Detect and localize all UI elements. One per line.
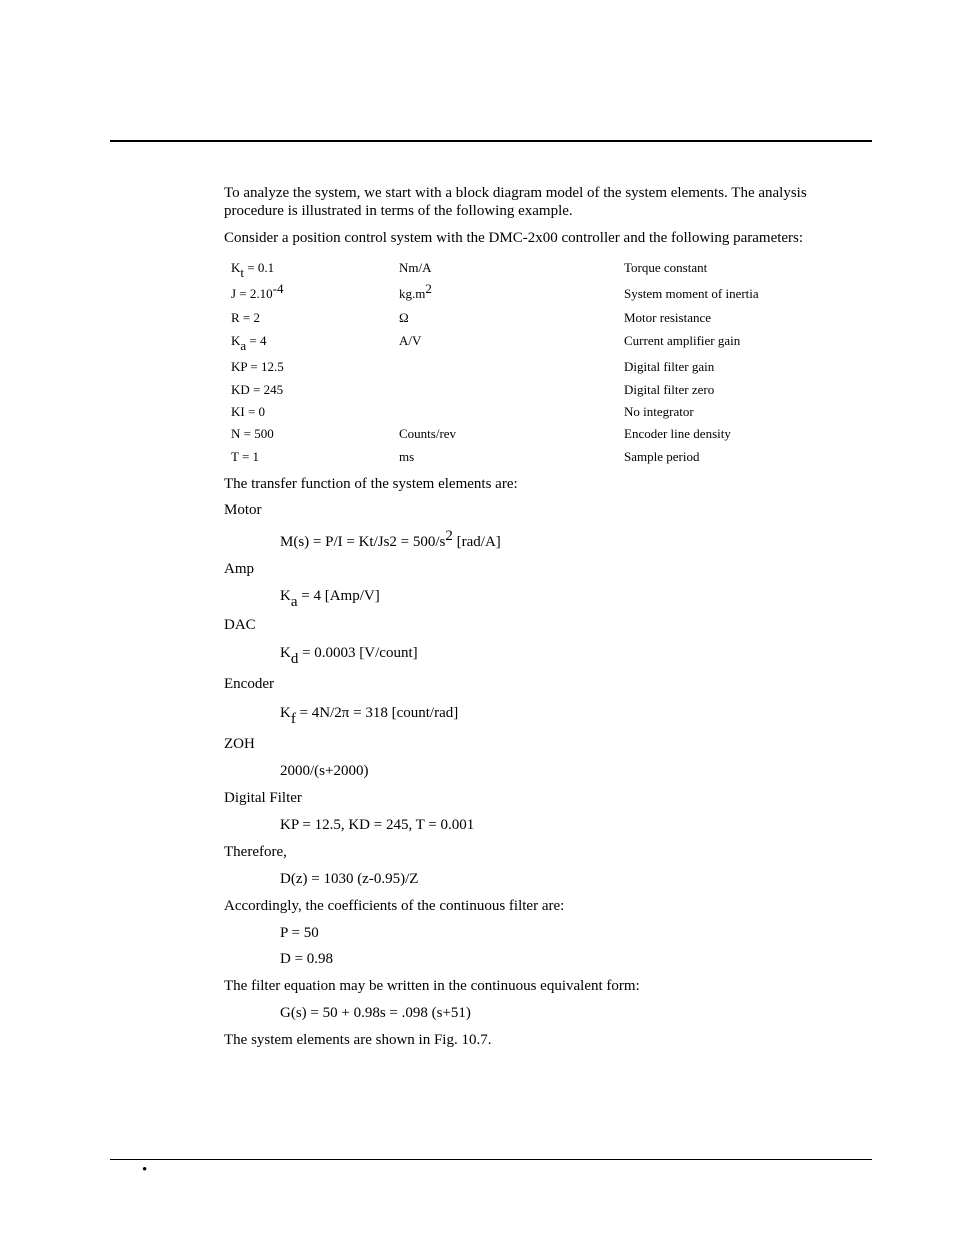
parameter-symbol: KP = 12.5 (231, 359, 284, 374)
motor-label: Motor (224, 502, 262, 518)
gs-equation: G(s) = 50 + 0.98s = .098 (s+51) (280, 1005, 471, 1021)
closing-paragraph: The system elements are shown in Fig. 10.7. (224, 1032, 492, 1048)
header-rule (110, 140, 872, 142)
parameter-row (226, 442, 759, 465)
parameter-description: Motor resistance (624, 310, 712, 325)
parameter-description: Encoder line density (624, 426, 731, 441)
parameter-unit (399, 349, 624, 375)
encoder-equation: Kf = 4N/2π = 318 [count/rad] (280, 705, 459, 727)
parameter-description: Current amplifier gain (624, 333, 741, 348)
parameter-symbol: $K_t = 0.1$ (231, 260, 275, 280)
parameter-symbol: R = 2 (231, 310, 261, 325)
parameter-description: No integrator (624, 404, 694, 419)
parameter-unit: A/V (399, 333, 422, 348)
amp-label: Amp (224, 561, 254, 577)
encoder-label: Encoder (224, 676, 274, 692)
parameter-description: Torque constant (624, 260, 708, 275)
parameter-unit: ms (399, 449, 415, 464)
parameters-table (226, 254, 759, 465)
parameter-unit (399, 375, 624, 398)
zoh-equation: 2000/(s+2000) (280, 763, 369, 779)
parameter-row (226, 254, 759, 276)
parameter-unit: $kg.m^2$ (399, 281, 432, 301)
parameter-symbol: $J = 2.10^{-4}$ (231, 281, 284, 301)
motor-equation: M(s) = P/I = Kt/Js2 = 500/s2 [rad/A] (280, 528, 501, 550)
dac-equation: Kd = 0.0003 [V/count] (280, 645, 418, 667)
parameter-unit: Counts/rev (399, 426, 457, 441)
parameter-unit (399, 398, 624, 420)
parameter-description: Digital filter zero (624, 382, 715, 397)
dac-label: DAC (224, 617, 256, 633)
consider-paragraph: Consider a position control system with the DMC-2x00 controller and the following parameters: (224, 230, 804, 246)
parameter-row (226, 276, 759, 302)
parameter-unit: Nm/A (399, 260, 432, 275)
parameter-description: Sample period (624, 449, 700, 464)
parameter-symbol: $K_a = 4$ (231, 333, 267, 353)
parameter-symbol: N = 500 (231, 426, 274, 441)
parameter-description: Digital filter gain (624, 359, 715, 374)
digital-filter-equation: KP = 12.5, KD = 245, T = 0.001 (280, 817, 475, 833)
p-coefficient: P = 50 (280, 925, 319, 941)
digital-filter-label: Digital Filter (224, 790, 302, 806)
page-content (224, 184, 864, 1049)
therefore-label: Therefore, (224, 844, 287, 860)
parameter-row (226, 326, 759, 349)
parameter-row (226, 420, 759, 442)
d-coefficient: D = 0.98 (280, 951, 334, 967)
dz-equation: D(z) = 1030 (z-0.95)/Z (280, 871, 419, 887)
intro-paragraph: To analyze the system, we start with a block diagram model of the system elements. The analysis procedure is illustrated in terms of the following example. (224, 185, 807, 219)
coefficients-label: Accordingly, the coefficients of the continuous filter are: (224, 898, 565, 914)
amp-equation: Ka = 4 [Amp/V] (280, 588, 380, 610)
transfer-intro: The transfer function of the system elements are: (224, 476, 518, 492)
parameter-row (226, 302, 759, 326)
parameter-description: System moment of inertia (624, 286, 759, 301)
zoh-label: ZOH (224, 736, 255, 752)
filter-equation-label: The filter equation may be written in the continuous equivalent form: (224, 978, 640, 994)
parameter-row (226, 349, 759, 375)
parameter-symbol: KD = 245 (231, 382, 284, 397)
parameter-symbol: T = 1 (231, 449, 260, 464)
footer-rule (110, 1159, 872, 1160)
parameter-unit: Ω (399, 310, 409, 325)
footer-bullet: • (142, 1162, 148, 1178)
parameter-row (226, 398, 759, 420)
parameter-row (226, 375, 759, 398)
parameter-symbol: KI = 0 (231, 404, 266, 419)
